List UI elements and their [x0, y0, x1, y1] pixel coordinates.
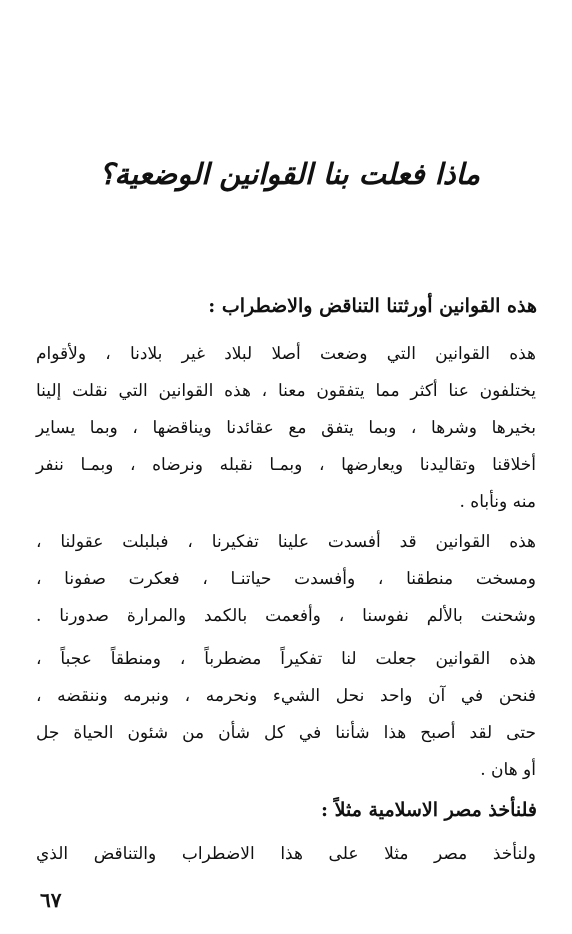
paragraph-4-line-1: ولنأخذ مصر مثلا على هذا الاضطراب والتناقض الذي [36, 844, 536, 864]
paragraph-2-line-3: وشحنت بالألم نفوسنا ، وأفعمت بالكمد والمرارة صدورنا . [36, 606, 536, 626]
paragraph-3-line-2: فنحن في آن واحد نحل الشيء ونحرمه ، ونبرمه وننقضه ، [36, 686, 536, 706]
paragraph-1-line-4: أخلاقنا وتقاليدنا ويعارضها ، وبمـا نقبله ونرضاه ، وبمـا ننفر [36, 455, 536, 475]
paragraph-3-line-1: هذه القوانين جعلت لنا تفكيراً مضطرباً ، ومنطقاً عجباً ، [36, 649, 536, 669]
paragraph-1-line-2: يختلفون عنا أكثر مما يتفقون معنا ، هذه القوانين التي نقلت إلينا [36, 381, 536, 401]
section-heading: هذه القوانين أورثتنا التناقض والاضطراب : [208, 295, 537, 317]
paragraph-1-line-1: هذه القوانين التي وضعت أصلا لبلاد غير بلادنا ، ولأقوام [36, 344, 536, 364]
paragraph-2-line-2: ومسخت منطقنا ، وأفسدت حياتنـا ، فعكرت صفونا ، [36, 569, 536, 589]
page-number: ٦٧ [40, 888, 62, 912]
section-heading-2: فلنأخذ مصر الاسلامية مثلاً : [321, 799, 537, 821]
paragraph-1-line-3: بخيرها وشرها ، وبما يتفق مع عقائدنا ويناقضها ، وبما يساير [36, 418, 536, 438]
paragraph-1-line-5: منه ونأباه . [459, 492, 536, 512]
paragraph-2-line-1: هذه القوانين قد أفسدت علينا تفكيرنا ، فبلبلت عقولنا ، [36, 532, 536, 552]
paragraph-3-line-4: أو هان . [480, 760, 536, 780]
paragraph-3-line-3: حتى لقد أصبح هذا شأننا في كل شأن من شئون الحياة جل [36, 723, 536, 743]
chapter-title: ماذا فعلت بنا القوانين الوضعية؟ [99, 157, 480, 191]
